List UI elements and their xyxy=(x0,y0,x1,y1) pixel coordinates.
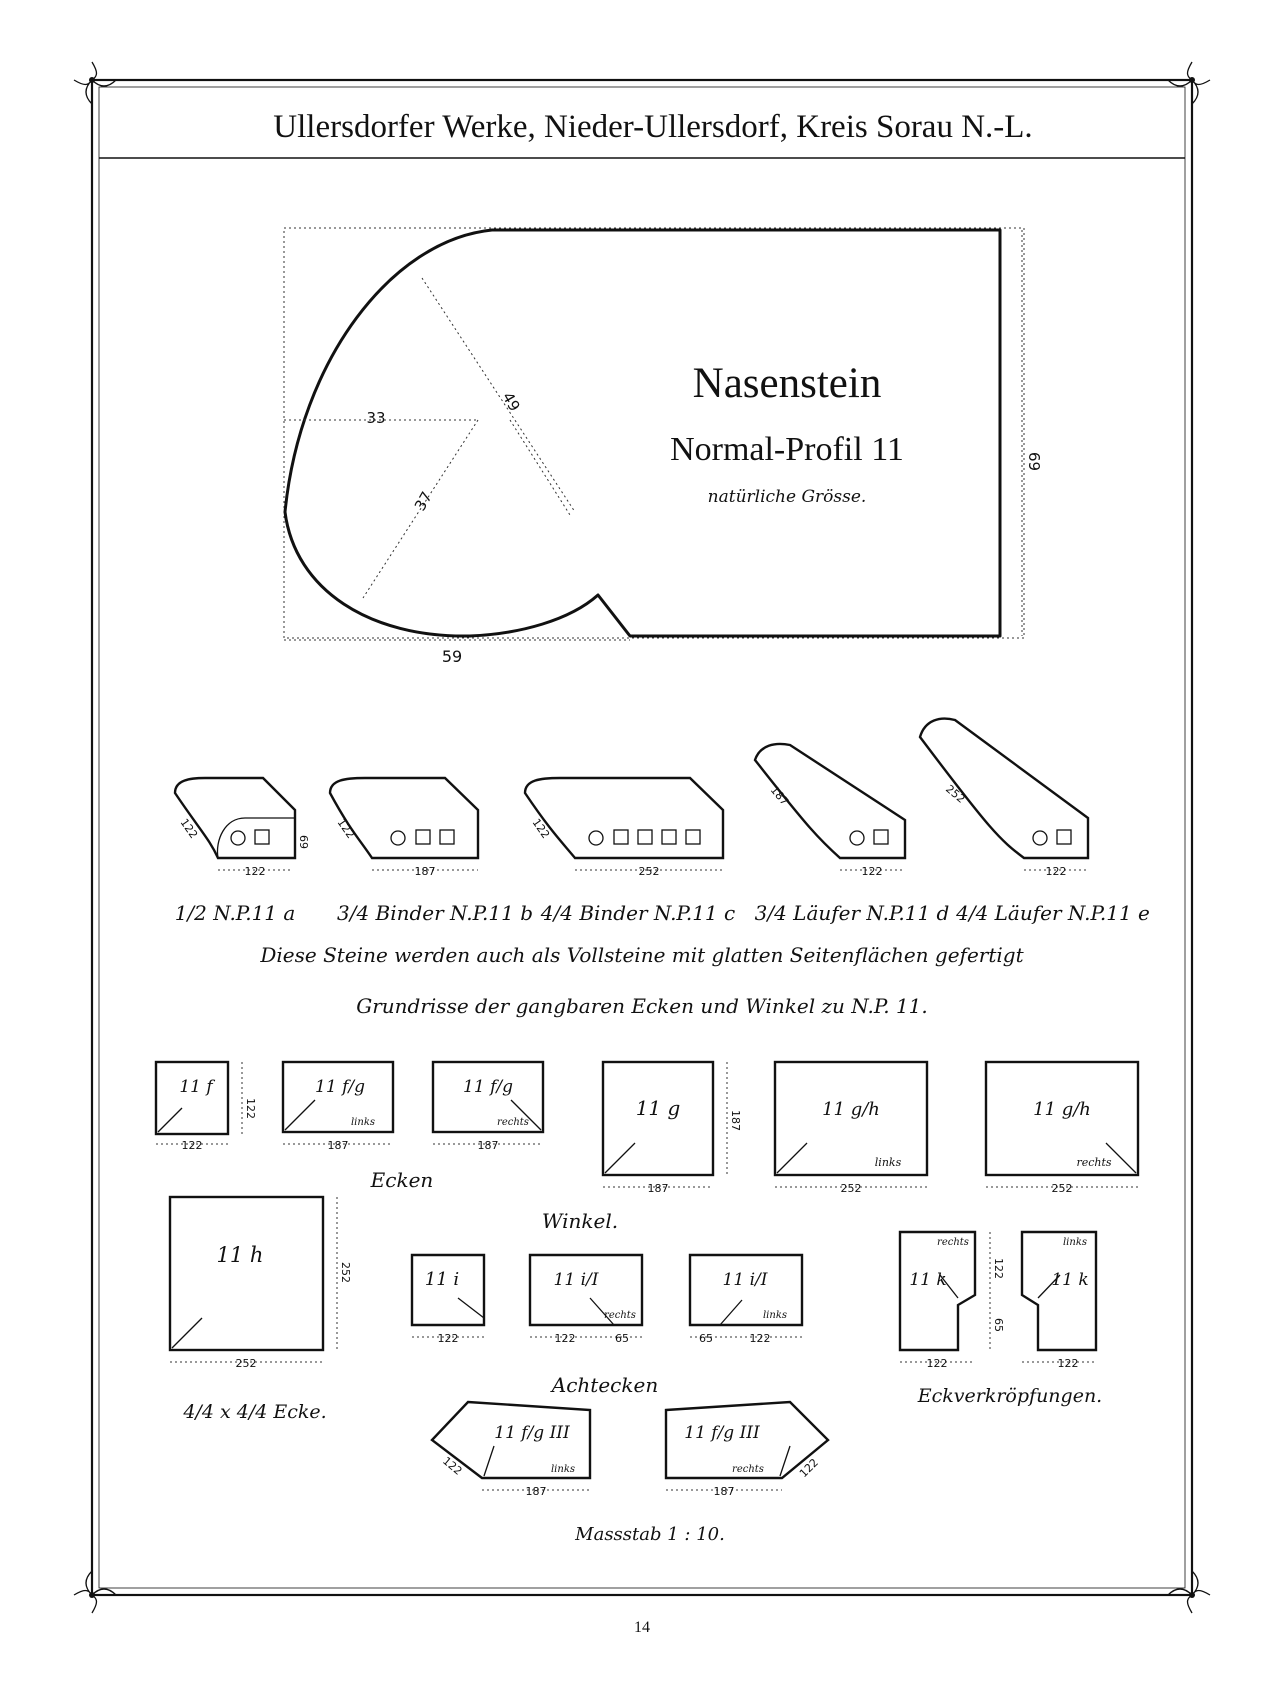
profile-subtitle: Normal-Profil 11 xyxy=(670,431,904,468)
plan-11f-label: 11 f xyxy=(179,1077,213,1097)
brick-label-laeufer-34: 3/4 Läufer N.P.11 d xyxy=(754,901,950,925)
plan-11k-rechts-side: rechts xyxy=(937,1237,969,1248)
plan-11k-links-side: links xyxy=(1062,1237,1088,1248)
plan-11iI-rechts-dim-b: 65 xyxy=(615,1332,629,1345)
brick-label-binder-34: 3/4 Binder N.P.11 b xyxy=(336,901,534,925)
plan-11gh-rechts-label: 11 g/h xyxy=(1033,1099,1091,1120)
note-vollsteine: Diese Steine werden auch als Vollsteine mit glatten Seitenflächen gefertigt xyxy=(260,943,1024,967)
plan-11i-label: 11 i xyxy=(424,1269,460,1290)
plan-11fg3-links-dim-b: 187 xyxy=(525,1485,547,1498)
plan-11h-dim-w: 252 xyxy=(235,1357,257,1370)
dim-offset: 33 xyxy=(366,409,386,427)
dim-radius-mid: 37 xyxy=(410,488,437,514)
label-achtecken: Achtecken xyxy=(551,1373,659,1397)
plan-11fg3-rechts-label: 11 f/g III xyxy=(684,1423,760,1443)
plan-11fg3-rechts-dim-a: 187 xyxy=(713,1485,735,1498)
plan-11iI-rechts-label: 11 i/I xyxy=(553,1270,599,1290)
brick-label-half: 1/2 N.P.11 a xyxy=(174,901,296,925)
plan-11k-rechts xyxy=(900,1232,990,1362)
plan-11i xyxy=(412,1255,484,1337)
plan-11fg-rechts-side: rechts xyxy=(497,1117,529,1128)
plan-11fg-rechts-dim: 187 xyxy=(477,1139,499,1152)
plan-11iI-links-dim-b: 122 xyxy=(749,1332,771,1345)
plan-11k-rechts-label: 11 k xyxy=(909,1270,947,1290)
plan-11f-dim-w: 122 xyxy=(181,1139,203,1152)
plan-11gh-links xyxy=(775,1062,927,1187)
plan-11iI-links-side: links xyxy=(762,1310,788,1321)
dim-width: 59 xyxy=(441,647,463,666)
plan-11k-links-label: 11 k xyxy=(1051,1270,1089,1290)
brick-laeufer-34-dim-width: 122 xyxy=(861,865,883,878)
plan-11fg3-rechts-dim-b: 122 xyxy=(796,1456,821,1481)
plan-11fg-links-dim: 187 xyxy=(327,1139,349,1152)
label-ecken: Ecken xyxy=(370,1168,434,1192)
plan-11g-label: 11 g xyxy=(635,1096,681,1120)
scale-note: Massstab 1 : 10. xyxy=(575,1524,725,1545)
plan-11fg3-links-label: 11 f/g III xyxy=(494,1423,570,1443)
brick-half xyxy=(175,778,295,858)
brick-half-dim-height: 69 xyxy=(297,835,310,849)
brick-binder-44-dim-side: 122 xyxy=(529,816,553,841)
plan-11fg3-links-dim-a: 122 xyxy=(440,1454,465,1478)
profile-title: Nasenstein xyxy=(692,360,882,407)
label-winkel: Winkel. xyxy=(541,1209,619,1233)
brick-laeufer-44-dim-length: 252 xyxy=(943,782,968,806)
label-eckverkroepfungen: Eckverkröpfungen. xyxy=(917,1385,1103,1407)
plan-11iI-rechts-side: rechts xyxy=(604,1310,636,1321)
brick-binder-34 xyxy=(330,778,478,858)
plan-11i-dim: 122 xyxy=(437,1332,459,1345)
page-title: Ullersdorfer Werke, Nieder-Ullersdorf, Kreis Sorau N.-L. xyxy=(273,109,1033,145)
plan-11gh-links-dim: 252 xyxy=(840,1182,862,1195)
plan-11g-dim-h: 187 xyxy=(729,1110,742,1131)
plan-11h-label: 11 h xyxy=(216,1243,264,1267)
plan-11gh-links-side: links xyxy=(874,1156,902,1169)
profile-note: natürliche Grösse. xyxy=(707,487,867,507)
dim-height: 69 xyxy=(1025,452,1043,472)
plan-11fg-links-label: 11 f/g xyxy=(315,1077,365,1097)
plan-11gh-rechts-dim: 252 xyxy=(1051,1182,1073,1195)
brick-binder-44 xyxy=(525,778,723,858)
brick-half-dim-side: 122 xyxy=(177,816,201,841)
plan-11iI-links-label: 11 i/I xyxy=(722,1270,768,1290)
brick-half-dim-width: 122 xyxy=(244,865,266,878)
plan-11k-rechts-dim-b: 65 xyxy=(992,1318,1005,1332)
plan-11gh-links-label: 11 g/h xyxy=(822,1099,880,1120)
plan-11iI-rechts xyxy=(530,1255,642,1337)
plan-11iI-links xyxy=(690,1255,802,1337)
label-ecke-44: 4/4 x 4/4 Ecke. xyxy=(183,1401,327,1423)
brick-label-laeufer-44: 4/4 Läufer N.P.11 e xyxy=(956,901,1150,925)
plan-11iI-links-dim-a: 65 xyxy=(699,1332,713,1345)
plan-11gh-rechts-side: rechts xyxy=(1076,1156,1112,1169)
plan-11k-rechts-dim-c: 122 xyxy=(926,1357,948,1370)
plan-11k-links-dim: 122 xyxy=(1057,1357,1079,1370)
plan-11fg-links xyxy=(283,1062,393,1144)
plan-11f xyxy=(156,1062,242,1144)
plan-11g xyxy=(603,1062,727,1187)
page-frame xyxy=(92,80,1192,1595)
plan-11fg3-rechts-side: rechts xyxy=(732,1464,764,1475)
plan-11fg-links-side: links xyxy=(350,1117,376,1128)
brick-laeufer-44-dim-width: 122 xyxy=(1045,865,1067,878)
brick-binder-44-dim-width: 252 xyxy=(638,865,660,878)
plan-11f-dim-h: 122 xyxy=(244,1098,257,1119)
plan-11iI-rechts-dim-a: 122 xyxy=(554,1332,576,1345)
plan-11fg-rechts xyxy=(433,1062,543,1144)
brick-binder-34-dim-width: 187 xyxy=(414,865,436,878)
brick-laeufer-34-dim-length: 187 xyxy=(767,783,792,809)
section-title: Grundrisse der gangbaren Ecken und Winkel zu N.P. 11. xyxy=(356,994,928,1018)
plan-11fg3-links-side: links xyxy=(550,1464,576,1475)
plan-11h xyxy=(170,1197,337,1362)
plan-11g-dim-w: 187 xyxy=(647,1182,669,1195)
main-profile-drawing xyxy=(284,228,1024,640)
brick-binder-34-dim-side: 122 xyxy=(334,816,358,841)
plan-11k-rechts-dim-a: 122 xyxy=(992,1258,1005,1279)
brick-label-binder-44: 4/4 Binder N.P.11 c xyxy=(540,901,736,925)
plan-11h-dim-h: 252 xyxy=(339,1262,352,1283)
plan-11k-links xyxy=(1022,1232,1096,1362)
dim-radius-large: 49 xyxy=(498,389,524,415)
page-number: 14 xyxy=(634,1619,650,1636)
plan-11fg-rechts-label: 11 f/g xyxy=(463,1077,513,1097)
plan-11gh-rechts xyxy=(986,1062,1138,1187)
